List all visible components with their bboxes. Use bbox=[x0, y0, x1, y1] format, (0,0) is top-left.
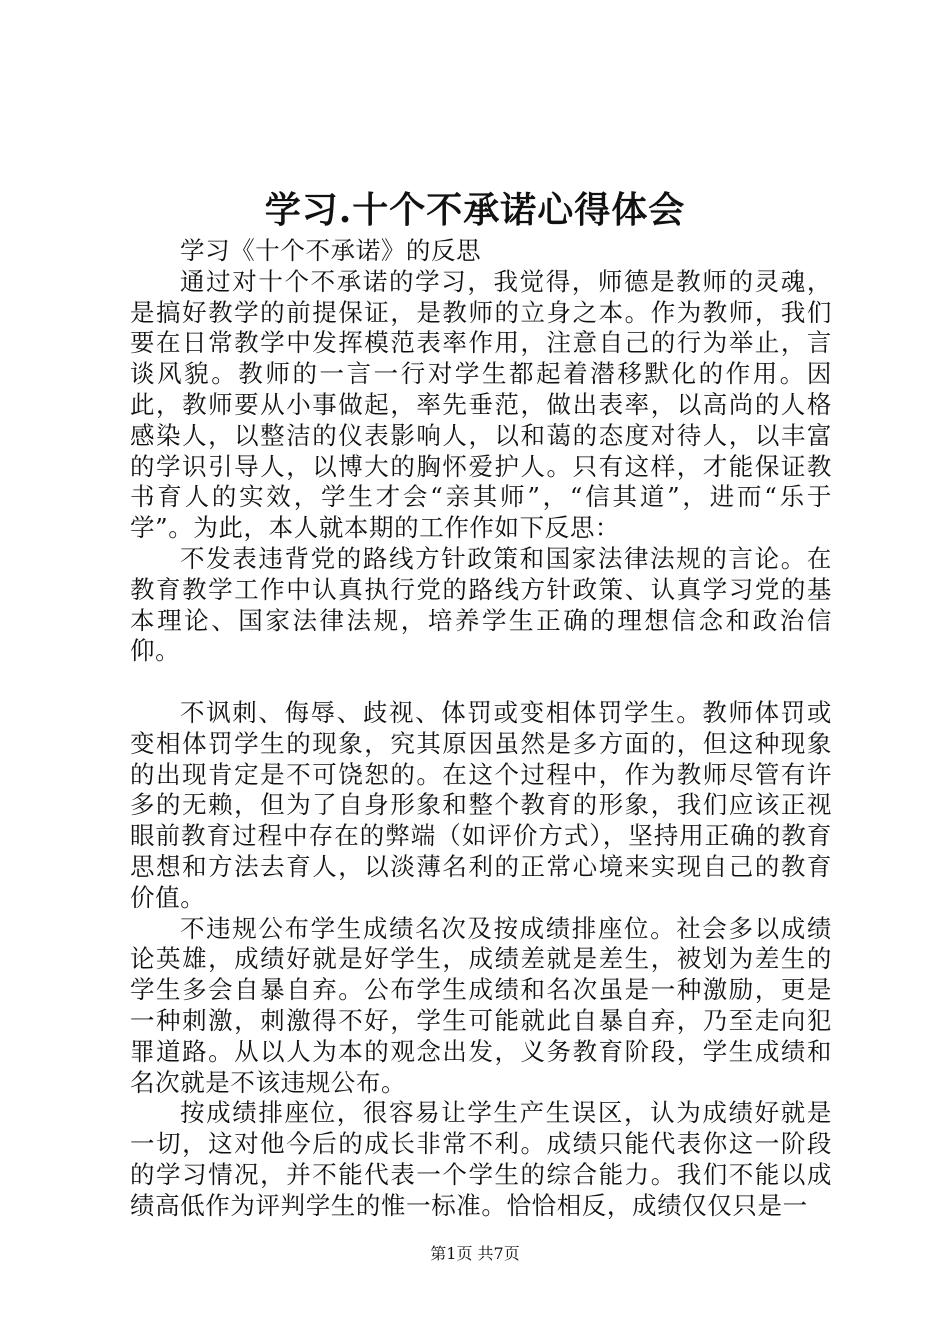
document-body bbox=[130, 236, 832, 1222]
paragraph: 通过对十个不承诺的学习，我觉得，师德是教师的灵魂，是搞好教学的前提保证，是教师的立身之本。作为教师，我们要在日常教学中发挥模范表率作用，注意自己的行为举止，言谈风貌。教师的一言一行对学生都起着潜移默化的作用。因此，教师要从小事做起，率先垂范，做出表率，以高尚的人格感染人，以整洁的仪表影响人，以和蔼的态度对待人，以丰富的学识引导人，以博大的胸怀爱护人。只有这样，才能保证教书育人的实效，学生才会“亲其师”，“信其道”，进而“乐于学”。为此，本人就本期的工作作如下反思： bbox=[130, 266, 832, 543]
document-title: 学习.十个不承诺心得体会 bbox=[264, 189, 686, 231]
paragraph: 不发表违背党的路线方针政策和国家法律法规的言论。在教育教学工作中认真执行党的路线方针政策、认真学习党的基本理论、国家法律法规，培养学生正确的理想信念和政治信仰。 bbox=[130, 543, 832, 666]
paragraph: 按成绩排座位，很容易让学生产生误区，认为成绩好就是一切，这对他今后的成长非常不利。成绩只能代表你这一阶段的学习情况，并不能代表一个学生的综合能力。我们不能以成绩高低作为评判学生的惟一标准。恰恰相反，成绩仅仅只是一 bbox=[130, 1098, 832, 1220]
paragraph-subtitle: 学习《十个不承诺》的反思 bbox=[180, 236, 482, 265]
paragraph: 不违规公布学生成绩名次及按成绩排座位。社会多以成绩论英雄，成绩好就是好学生，成绩差就是差生，被划为差生的学生多会自暴自弃。公布学生成绩和名次虽是一种激励，更是一种刺激，刺激得不好，学生可能就此自暴自弃，乃至走向犯罪道路。从以人为本的观念出发，义务教育阶段，学生成绩和名次就是不该违规公布。 bbox=[130, 913, 832, 1097]
paragraph: 不讽刺、侮辱、歧视、体罚或变相体罚学生。教师体罚或变相体罚学生的现象，究其原因虽然是多方面的，但这种现象的出现肯定是不可饶恕的。在这个过程中，作为教师尽管有许多的无赖，但为了自身形象和整个教育的形象，我们应该正视眼前教育过程中存在的弊端（如评价方式），坚持用正确的教育思想和方法去育人，以淡薄名利的正常心境来实现自己的教育价值。 bbox=[130, 697, 832, 912]
page-number: 第1页 共7页 bbox=[430, 1244, 520, 1263]
